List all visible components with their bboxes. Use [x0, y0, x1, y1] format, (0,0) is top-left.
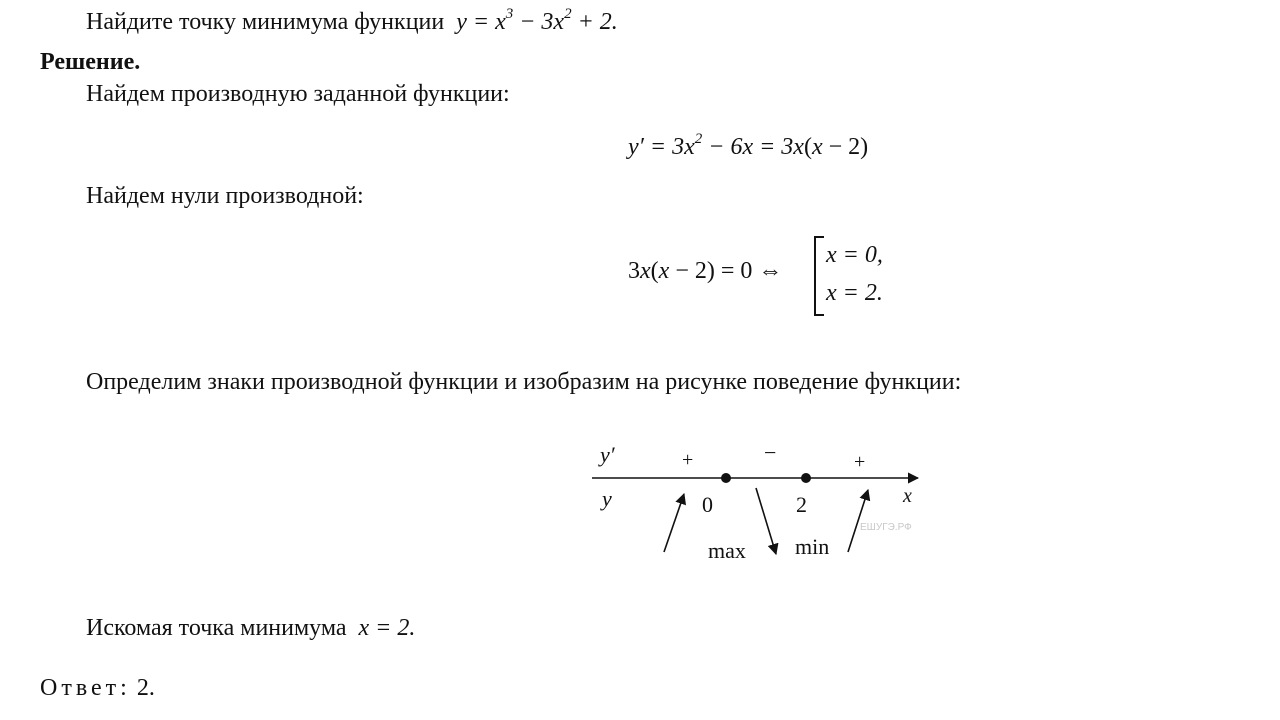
max-label: max: [708, 538, 746, 563]
step2-text: Найдем нули производной:: [86, 183, 364, 209]
root-1: x = 0,: [826, 242, 883, 268]
decreasing-arrow: [756, 488, 776, 554]
answer: [40, 674, 155, 702]
answer-label: Ответ:: [40, 675, 131, 701]
conclusion-formula: x = 2.: [358, 615, 416, 641]
critical-point-2: [801, 473, 811, 483]
point-label-0: 0: [702, 492, 713, 517]
zeros-equation: 3x(x − 2) = 0 ⇔: [628, 258, 783, 284]
problem-formula: $y = x^3 - 3x^2 + 2$.: [456, 6, 618, 35]
derivative-label: y′: [600, 442, 615, 467]
answer-value: 2.: [136, 675, 155, 701]
step3-text: Определим знаки производной функции и изобразим на рисунке поведение функции:: [86, 369, 962, 395]
step1-text: Найдем производную заданной функции:: [86, 81, 510, 107]
conclusion-text: Искомая точка минимума: [86, 615, 347, 641]
root-2: x = 2.: [826, 280, 883, 306]
watermark: ЕШУГЭ.РФ: [860, 522, 912, 533]
sign-interval-3: +: [854, 451, 866, 473]
solution-heading: Решение.: [40, 49, 141, 75]
problem-statement: [86, 8, 618, 36]
sign-interval-1: +: [682, 449, 694, 471]
sign-chart: [590, 430, 940, 570]
critical-point-0: [721, 473, 731, 483]
derivative-formula: $y' = 3x^2 - 6x = 3x(x - 2)$: [628, 131, 869, 160]
system-bracket: [814, 236, 824, 316]
conclusion: [86, 614, 415, 642]
function-label: y: [602, 486, 612, 511]
sign-interval-2: −: [764, 440, 777, 465]
axis-label: x: [903, 485, 912, 507]
min-label: min: [795, 534, 830, 559]
point-label-2: 2: [796, 492, 807, 517]
problem-text: Найдите точку минимума функции: [86, 9, 445, 35]
increasing-arrow-2: [848, 490, 868, 552]
increasing-arrow-1: [664, 494, 684, 552]
